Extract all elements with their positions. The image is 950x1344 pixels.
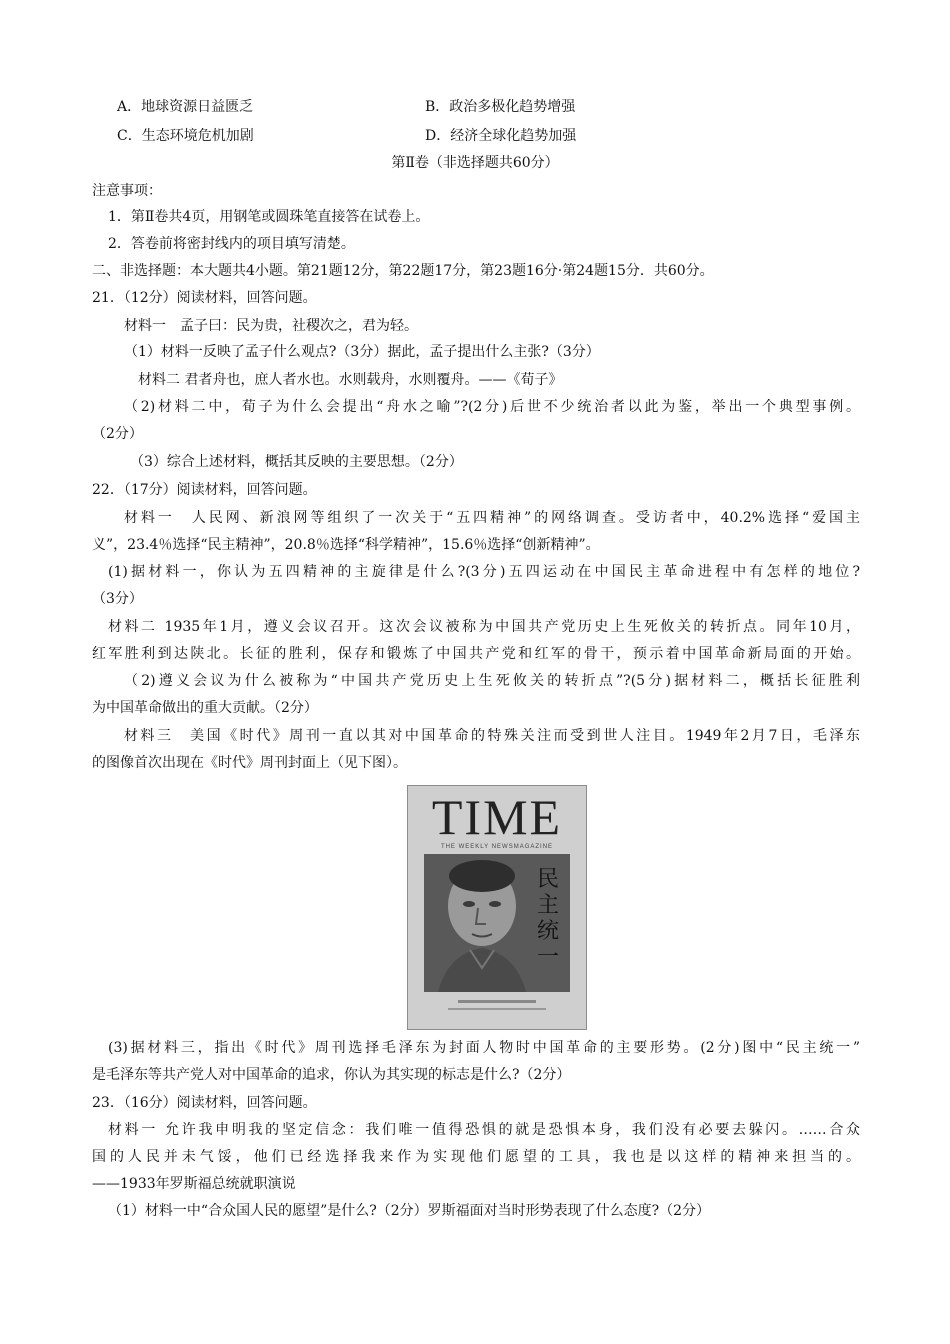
q22-sub-3: (3)据材料三，指出《时代》周刊选择毛泽东为封面人物时中国革命的主要形势。(2分)图中“民主统一”: [108, 1040, 860, 1056]
notes-item-2: 2．答卷前将密封线内的项目填写清楚。: [108, 236, 355, 252]
cover-calligraphy-1: 民: [536, 867, 560, 892]
q22-sub-2-cont: 为中国革命做出的重大贡献。（2分）: [92, 700, 318, 716]
notes-heading: 注意事项：: [92, 183, 162, 199]
q22-sub-1-score: （3分）: [92, 591, 143, 607]
cover-illustration: [408, 786, 586, 1029]
notes-item-1: 1．第Ⅱ卷共4页，用钢笔或圆珠笔直接答在试卷上。: [108, 209, 430, 225]
q21-sub-3: （3）综合上述材料，概括其反映的主要思想。（2分）: [130, 454, 463, 470]
q21-title: 21．（12分）阅读材料，回答问题。: [92, 290, 317, 306]
q23-material-1: 材料一 允许我申明我的坚定信念：我们唯一值得恐惧的就是恐惧本身，我们没有必要去躲闪。……合众: [108, 1122, 860, 1138]
q22-title: 22．（17分）阅读材料，回答问题。: [92, 482, 317, 498]
option-a: A．地球资源日益匮乏: [117, 99, 254, 115]
q22-material-3-cont: 的图像首次出现在《时代》周刊封面上（见下图）。: [92, 755, 407, 771]
cover-calligraphy-4: 一: [536, 945, 560, 970]
q21-sub-1: （1）材料一反映了孟子什么观点?（3分）据此，孟子提出什么主张?（3分）: [124, 344, 600, 360]
q21-sub-2-score: （2分）: [92, 426, 143, 442]
q22-material-1-cont: 义”，23.4％选择“民主精神”，20.8％选择“科学精神”，15.6％选择“创新精神”。: [92, 537, 600, 553]
q21-sub-2: （2)材料二中，荀子为什么会提出“舟水之喻”?(2分)后世不少统治者以此为鉴，举出一个典型事例。: [124, 399, 860, 415]
q23-title: 23．（16分）阅读材料，回答问题。: [92, 1095, 317, 1111]
cover-tagline: THE WEEKLY NEWSMAGAZINE: [440, 844, 554, 850]
q23-material-1-source: ——1933年罗斯福总统就职演说: [92, 1176, 296, 1192]
cover-masthead: TIME: [431, 789, 563, 845]
q22-sub-3-cont: 是毛泽东等共产党人对中国革命的追求，你认为其实现的标志是什么?（2分）: [92, 1067, 571, 1083]
time-magazine-cover: [407, 785, 587, 1030]
part2-header: 二、非选择题：本大题共4小题。第21题12分，第22题17分，第23题16分·第24题15分．共60分。: [92, 263, 714, 279]
q22-sub-1: (1)据材料一，你认为五四精神的主旋律是什么?(3分)五四运动在中国民主革命进程中有怎样的地位?: [108, 564, 860, 580]
option-d: D．经济全球化趋势加强: [425, 128, 577, 144]
q23-sub-1: （1）材料一中“合众国人民的愿望”是什么?（2分）罗斯福面对当时形势表现了什么态度?（2分）: [108, 1203, 711, 1219]
section-title: 第Ⅱ卷（非选择题共60分）: [391, 155, 559, 171]
q23-material-1-cont: 国的人民并未气馁，他们已经选择我来作为实现他们愿望的工具，我也是以这样的精神来担当的。: [92, 1149, 860, 1165]
q22-material-2: 材料二 1935年1月，遵义会议召开。这次会议被称为中国共产党历史上生死攸关的转折点。同年10月，: [108, 619, 860, 635]
q22-material-1: 材料一 人民网、新浪网等组织了一次关于“五四精神”的网络调查。受访者中，40.2%选择“爱国主: [124, 510, 860, 526]
q22-material-2-cont: 红军胜利到达陕北。长征的胜利，保存和锻炼了中国共产党和红军的骨干，预示着中国革命新局面的开始。: [92, 646, 860, 662]
q21-material-1: 材料一 孟子曰：民为贵，社稷次之，君为轻。: [124, 318, 418, 334]
cover-calligraphy-3: 统: [536, 919, 560, 944]
q22-material-3: 材料三 美国《时代》周刊一直以其对中国革命的特殊关注而受到世人注目。1949年2月7日，毛泽东: [124, 728, 860, 744]
q21-material-2: 材料二 君者舟也，庶人者水也。水则载舟，水则覆舟。——《荀子》: [138, 372, 563, 388]
cover-calligraphy-2: 主: [536, 893, 560, 918]
q22-sub-2: （2)遵义会议为什么被称为“中国共产党历史上生死攸关的转折点”?(5分)据材料二，概括长征胜利: [124, 673, 860, 689]
option-c: C．生态环境危机加剧: [117, 128, 254, 144]
option-b: B．政治多极化趋势增强: [425, 99, 576, 115]
